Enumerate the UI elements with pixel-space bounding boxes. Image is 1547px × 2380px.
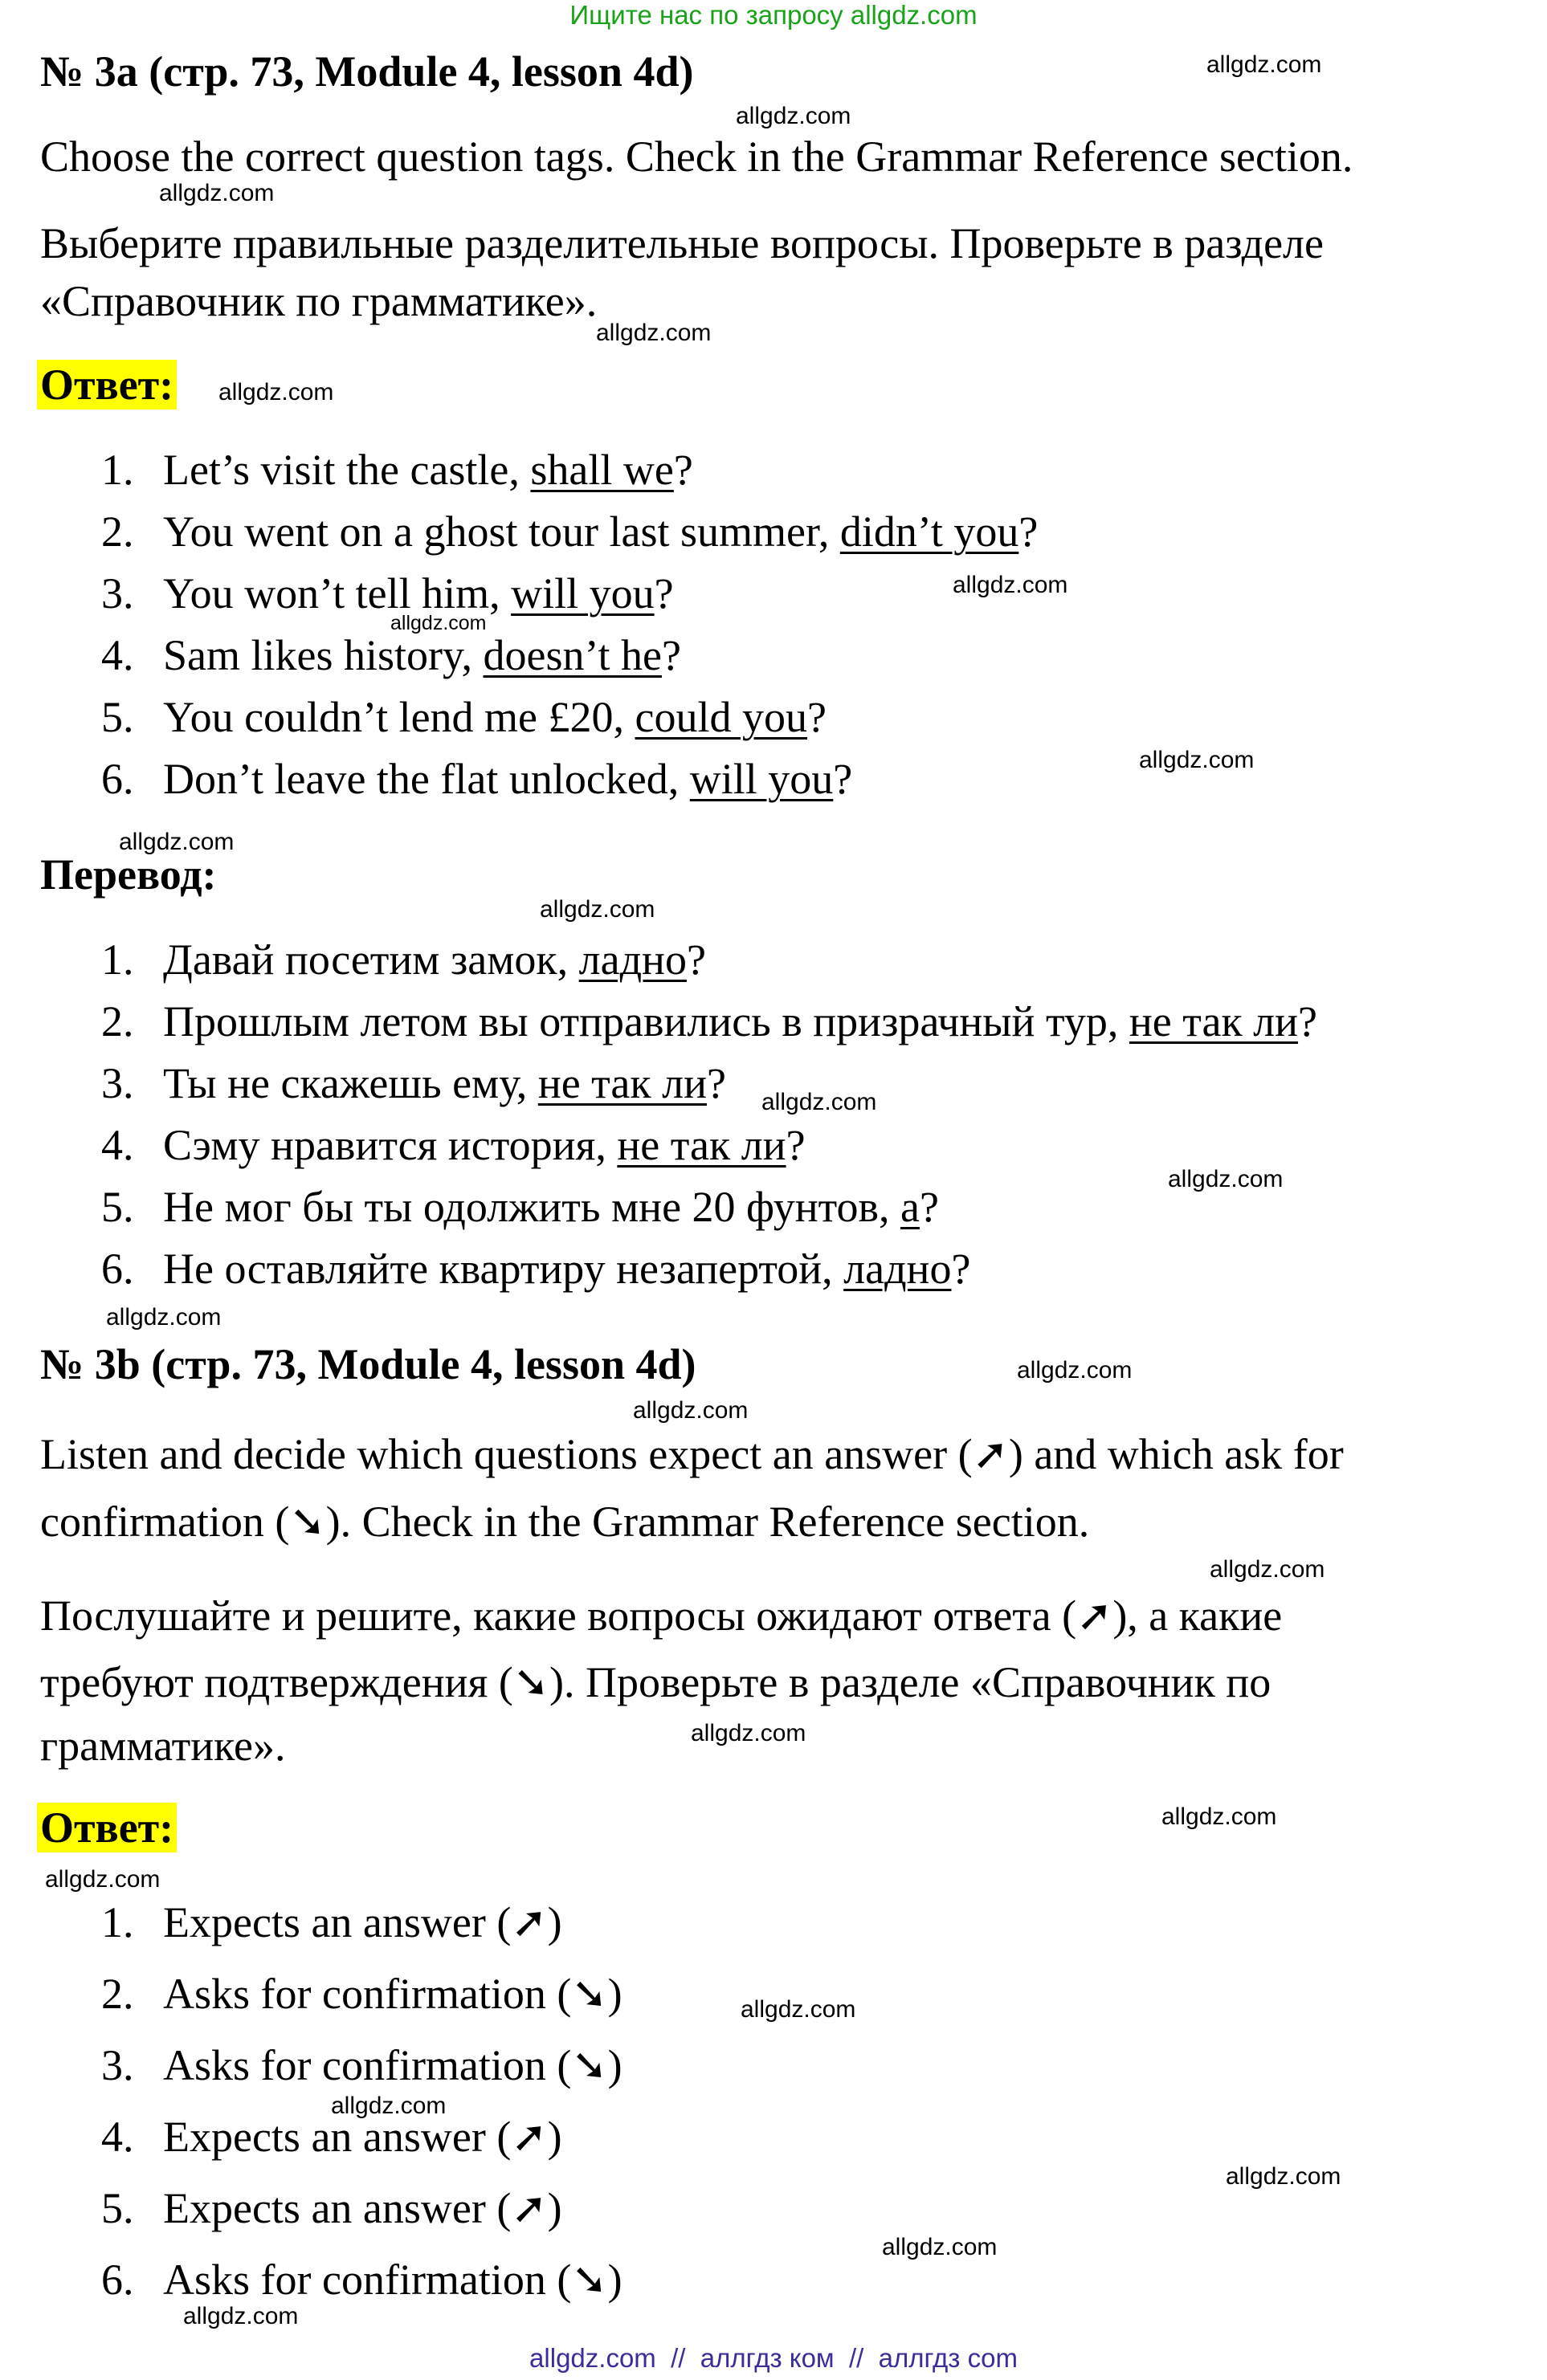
exercise-3a-answer-label: Ответ: — [37, 360, 177, 410]
question-tag: не так ли — [617, 1121, 786, 1169]
exercise-3b-instruction-en-line2: confirmation (➘). Check in the Grammar Reference section. — [40, 1498, 1090, 1546]
watermark: allgdz.com — [633, 1397, 749, 1424]
question-tag: shall we — [530, 446, 674, 494]
question-tag: ладно — [578, 935, 687, 984]
exercise-3b-instruction-ru-line3: грамматике». — [40, 1722, 286, 1770]
exercise-3b-answer-label: Ответ: — [37, 1803, 177, 1852]
list-item: 3. Asks for confirmation (➘) — [101, 2041, 622, 2089]
list-item: 5. You couldn’t lend me £20, could you? — [101, 693, 827, 741]
footer-links[interactable]: allgdz.com // аллгдз ком // аллгдз com — [529, 2343, 1018, 2373]
watermark: allgdz.com — [1168, 1166, 1284, 1192]
question-tag: will you — [689, 755, 834, 803]
watermark: allgdz.com — [331, 2093, 447, 2119]
question-tag: не так ли — [537, 1059, 707, 1107]
list-item: 3. You won’t tell him, will you? — [101, 569, 674, 617]
list-item: 6. Не оставляйте квартиру незапертой, ладно? — [101, 1245, 971, 1293]
question-tag: doesn’t he — [483, 631, 662, 679]
list-item: 5. Expects an answer (➚) — [101, 2184, 562, 2232]
exercise-3a-instruction-en: Choose the correct question tags. Check in the Grammar Reference section. — [40, 132, 1353, 181]
exercise-3a-instruction-ru-line2: «Справочник по грамматике». — [40, 277, 598, 325]
watermark: allgdz.com — [741, 1996, 856, 2023]
list-item: 1. Давай посетим замок, ладно? — [101, 935, 706, 984]
watermark: allgdz.com — [596, 320, 712, 346]
list-item: 5. Не мог бы ты одолжить мне 20 фунтов, а? — [101, 1183, 939, 1231]
watermark: allgdz.com — [390, 612, 487, 634]
watermark: allgdz.com — [159, 180, 275, 206]
watermark: allgdz.com — [45, 1866, 161, 1893]
watermark: allgdz.com — [761, 1089, 877, 1115]
list-item: 4. Сэму нравится история, не так ли? — [101, 1121, 806, 1169]
watermark: allgdz.com — [183, 2303, 299, 2329]
watermark: allgdz.com — [1139, 747, 1255, 773]
question-tag: didn’t you — [839, 507, 1019, 556]
watermark: allgdz.com — [953, 572, 1068, 598]
list-item: 6. Don’t leave the flat unlocked, will you? — [101, 755, 853, 803]
exercise-3b-instruction-ru-line2: требуют подтверждения (➘). Проверьте в разделе «Справочник по — [40, 1658, 1271, 1706]
watermark: allgdz.com — [1206, 51, 1322, 78]
list-item: 1. Let’s visit the castle, shall we? — [101, 446, 693, 494]
watermark: allgdz.com — [882, 2234, 998, 2260]
list-item: 6. Asks for confirmation (➘) — [101, 2256, 622, 2304]
watermark: allgdz.com — [1017, 1357, 1133, 1384]
list-item: 2. You went on a ghost tour last summer, didn’t you? — [101, 507, 1039, 556]
watermark: allgdz.com — [218, 379, 334, 405]
watermark: allgdz.com — [1210, 1556, 1325, 1583]
watermark: allgdz.com — [106, 1304, 222, 1331]
watermark: allgdz.com — [1161, 1803, 1277, 1830]
watermark: allgdz.com — [119, 829, 235, 855]
search-banner[interactable]: Ищите нас по запросу allgdz.com — [569, 0, 978, 30]
question-tag: could you — [635, 693, 807, 741]
exercise-3b-instruction-ru-line1: Послушайте и решите, какие вопросы ожидают ответа (➚), а какие — [40, 1591, 1283, 1640]
exercise-3a-title: № 3a (стр. 73, Module 4, lesson 4d) — [40, 47, 694, 96]
list-item: 1. Expects an answer (➚) — [101, 1898, 562, 1946]
list-item: 2. Asks for confirmation (➘) — [101, 1970, 622, 2018]
watermark: allgdz.com — [1226, 2163, 1341, 2190]
list-item: 4. Expects an answer (➚) — [101, 2113, 562, 2161]
translation-label: Перевод: — [40, 850, 217, 899]
question-tag: will you — [511, 569, 655, 617]
list-item: 3. Ты не скажешь ему, не так ли? — [101, 1059, 726, 1107]
watermark: allgdz.com — [540, 896, 655, 923]
exercise-3b-instruction-en-line1: Listen and decide which questions expect an answer (➚) and which ask for — [40, 1430, 1344, 1478]
watermark: allgdz.com — [736, 103, 851, 129]
watermark: allgdz.com — [691, 1720, 806, 1746]
exercise-3b-title: № 3b (стр. 73, Module 4, lesson 4d) — [40, 1340, 696, 1388]
list-item: 2. Прошлым летом вы отправились в призрачный тур, не так ли? — [101, 997, 1318, 1045]
question-tag: ладно — [843, 1245, 952, 1293]
question-tag: не так ли — [1129, 997, 1299, 1045]
question-tag: а — [900, 1183, 920, 1231]
list-item: 4. Sam likes history, doesn’t he? — [101, 631, 681, 679]
exercise-3a-instruction-ru-line1: Выберите правильные разделительные вопросы. Проверьте в разделе — [40, 219, 1324, 267]
